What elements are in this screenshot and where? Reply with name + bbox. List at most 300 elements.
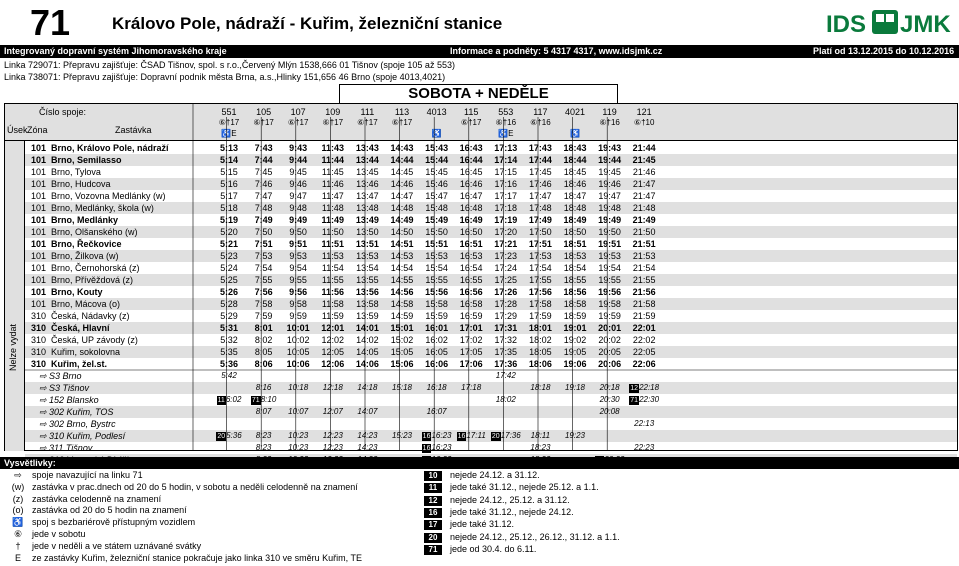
- departure-time: 16:53: [459, 251, 483, 261]
- departure-time: 18:56: [563, 287, 587, 297]
- validity: Platí od 13.12.2015 do 10.12.2016: [813, 46, 955, 56]
- remark-badge: 11: [217, 397, 225, 404]
- carrier-line-2: Linka 738071: Přepravu zajišťuje: Dopravní podnik města Brna, a.s.,Hlinky 151,656 46 Brno (spoje 4013,4021): [4, 72, 446, 82]
- departure-time: 13:47: [356, 191, 379, 201]
- departure-time: 14:59: [390, 311, 414, 321]
- departure-time: 22:02: [632, 335, 656, 345]
- connection-row: [25, 442, 957, 454]
- connection-name: ⇨ 152 Blansko: [39, 395, 99, 405]
- departure-time: 17:20: [494, 227, 518, 237]
- legend-text: jede v neděli a ve státem uznávané svátky: [32, 540, 202, 551]
- departure-time: 19:44: [598, 155, 622, 165]
- departure-time: 19:56: [598, 287, 622, 297]
- departure-time: 15:51: [425, 239, 449, 249]
- carrier-line-1: Linka 729071: Přepravu zajišťuje: ČSAD Tišnov, spol. s r.o.,Červený Mlýn 1538,666 01 Tišnov (spoje 105 až 553): [4, 60, 455, 70]
- trip-code: ⑥†17: [391, 118, 413, 127]
- departure-time: 16:54: [459, 263, 483, 273]
- departure-time: 21:59: [632, 311, 656, 321]
- departure-time: 19:51: [598, 239, 622, 249]
- connection-name: ⇨ S3 Brno: [39, 371, 82, 381]
- connection-time: 19:23: [564, 431, 586, 440]
- departure-time: 15:47: [425, 191, 448, 201]
- departure-time: 18:50: [563, 227, 587, 237]
- zone-value: 310: [31, 359, 47, 369]
- departure-time: 7:58: [254, 299, 273, 309]
- departure-time: 5:26: [219, 287, 238, 297]
- departure-time: 13:46: [356, 179, 379, 189]
- departure-time: 14:44: [390, 155, 414, 165]
- stop-name: Brno, Semilasso: [51, 155, 122, 165]
- departure-time: 14:45: [390, 167, 414, 177]
- connection-time: 1616:23: [422, 431, 452, 440]
- departure-time: 11:58: [321, 299, 344, 309]
- departure-time: 17:59: [529, 311, 552, 321]
- legend-key: ⇨: [14, 470, 22, 480]
- departure-time: 11:50: [321, 227, 344, 237]
- legend-item: [424, 482, 599, 493]
- departure-time: 22:01: [632, 323, 656, 333]
- trip-number: 553: [498, 107, 514, 117]
- departure-time: 5:13: [219, 143, 238, 153]
- departure-time: 11:53: [321, 251, 344, 261]
- departure-time: 18:02: [529, 335, 552, 345]
- legend-remark-code: 71: [424, 545, 442, 555]
- departure-time: 11:49: [321, 215, 345, 225]
- legend-text: ze zastávky Kuřim, železniční stanice pokračuje jako linka 310 ve směru Kuřim, TE: [32, 552, 362, 563]
- departure-time: 12:02: [321, 335, 345, 345]
- departure-time: 11:46: [321, 179, 344, 189]
- stop-row: [25, 310, 957, 322]
- legend-key: ♿: [12, 517, 24, 528]
- departure-time: 17:53: [529, 251, 552, 261]
- connection-row: [25, 430, 957, 442]
- departure-time: 14:54: [390, 263, 414, 273]
- stop-row: [25, 298, 957, 310]
- departure-time: 18:53: [563, 251, 587, 261]
- departure-time: 15:06: [390, 359, 414, 369]
- trip-code: ⑥†17: [253, 118, 274, 127]
- departure-time: 19:59: [598, 311, 621, 321]
- departure-time: 10:05: [286, 347, 310, 357]
- departure-time: 7:53: [254, 251, 273, 261]
- departure-time: 5:20: [220, 227, 238, 237]
- departure-time: 11:55: [321, 275, 344, 285]
- departure-time: 5:36: [219, 359, 238, 369]
- trip-number: 4021: [564, 107, 586, 117]
- departure-time: 11:59: [321, 311, 344, 321]
- departure-time: 11:56: [321, 287, 345, 297]
- connection-name: ⇨ S3 Tišnov: [39, 383, 89, 393]
- departure-time: 17:13: [494, 143, 518, 153]
- departure-time: 14:02: [356, 335, 379, 345]
- departure-time: 19:49: [598, 215, 622, 225]
- remark-badge: 20: [217, 433, 226, 440]
- timetable-header: [5, 104, 957, 141]
- stop-name: Česká, Hlavní: [51, 323, 110, 333]
- zone-value: 101: [31, 227, 47, 237]
- departure-time: 14:49: [390, 215, 414, 225]
- departure-time: 15:50: [425, 227, 448, 237]
- connection-name: ⇨ 302 Kuřim, TOS: [39, 407, 114, 417]
- departure-time: 17:29: [494, 311, 518, 321]
- departure-time: 16:02: [425, 335, 448, 345]
- departure-time: 19:05: [563, 347, 587, 357]
- departure-time: 19:47: [598, 191, 621, 201]
- departure-time: 9:43: [289, 143, 308, 153]
- connection-time: 10:18: [288, 383, 309, 392]
- departure-time: 5:21: [219, 239, 238, 249]
- connection-time: 718:10: [251, 395, 277, 404]
- trip-code: ⑥†16: [530, 118, 551, 127]
- legend-text: jede také 31.12., nejede 25.12. a 1.1.: [450, 482, 599, 493]
- departure-time: 15:59: [425, 311, 448, 321]
- stop-row: [25, 238, 957, 250]
- departure-time: 13:58: [356, 299, 379, 309]
- zone-value: 101: [31, 263, 47, 273]
- connection-time: 14:07: [357, 407, 378, 416]
- departure-time: 5:29: [220, 311, 238, 321]
- departure-time: 5:16: [220, 179, 238, 189]
- departure-time: 17:58: [529, 299, 552, 309]
- departure-time: 9:51: [289, 239, 308, 249]
- zone-value: 101: [31, 203, 47, 213]
- trip-code: ⑥†17: [287, 118, 309, 127]
- departure-time: 19:01: [563, 323, 587, 333]
- departure-time: 15:49: [425, 215, 449, 225]
- departure-time: 17:43: [528, 143, 552, 153]
- stop-row: [25, 142, 957, 154]
- legend-text: jede od 30.4. do 6.11.: [450, 543, 537, 554]
- stop-name: Kuřim, sokolovna: [51, 347, 121, 357]
- departure-time: 9:47: [289, 191, 307, 201]
- departure-time: 7:50: [254, 227, 273, 237]
- departure-time: 9:58: [289, 299, 307, 309]
- departure-time: 17:44: [528, 155, 552, 165]
- legend-text: spoj s bezbariérově přístupným vozidlem: [32, 517, 196, 528]
- connection-row: [25, 370, 957, 382]
- departure-time: 9:45: [289, 167, 307, 177]
- departure-time: 20:02: [598, 335, 621, 345]
- departure-time: 5:18: [220, 203, 238, 213]
- trip-number: 119: [602, 107, 617, 117]
- departure-time: 7:51: [254, 239, 273, 249]
- trip-code: ⑥†10: [633, 118, 655, 127]
- stop-name: Česká, UP závody (z): [51, 335, 138, 345]
- departure-time: 21:49: [632, 215, 656, 225]
- departure-time: 15:53: [425, 251, 448, 261]
- departure-time: 18:01: [528, 323, 552, 333]
- stop-name: Brno, Mácova (o): [51, 299, 121, 309]
- trip-number: 107: [290, 107, 306, 117]
- departure-time: 15:05: [390, 347, 414, 357]
- legend-remark-code: 16: [424, 508, 442, 518]
- departure-time: 16:47: [459, 191, 483, 201]
- departure-time: 15:56: [425, 287, 449, 297]
- zone-value: 101: [31, 191, 47, 201]
- trip-code: ⑥†17: [357, 118, 378, 127]
- connection-time: 12:07: [322, 407, 343, 416]
- departure-time: 17:36: [494, 359, 518, 369]
- departure-time: 18:59: [563, 311, 587, 321]
- departure-time: 9:44: [289, 155, 308, 165]
- departure-time: 19:58: [598, 299, 621, 309]
- connection-time: 16:07: [426, 407, 447, 416]
- connection-time: 20:30: [599, 395, 620, 404]
- trip-code: ⑥†16: [599, 118, 620, 127]
- legend-remark-code: 11: [424, 483, 442, 493]
- departure-time: 16:48: [459, 203, 483, 213]
- departure-time: 19:50: [598, 227, 621, 237]
- legend-text: zastávka celodenně na znamení: [32, 493, 162, 504]
- departure-time: 13:56: [355, 287, 379, 297]
- stop-row: [25, 262, 957, 274]
- departure-time: 17:02: [459, 335, 483, 345]
- trip-code: ⑥†16: [495, 118, 517, 127]
- departure-time: 5:25: [220, 275, 238, 285]
- departure-time: 17:49: [528, 215, 552, 225]
- zone-value: 101: [31, 167, 47, 177]
- connection-time: 5:42: [221, 371, 237, 380]
- departure-time: 9:55: [289, 275, 307, 285]
- legend-text: nejede 24.12. a 31.12.: [450, 470, 540, 480]
- departure-time: 16:49: [459, 215, 483, 225]
- connection-time: 1617:11: [457, 431, 486, 440]
- departure-time: 12:06: [321, 359, 345, 369]
- departure-time: 9:56: [289, 287, 308, 297]
- legend-key: (z): [12, 493, 24, 504]
- zone-value: 101: [31, 287, 47, 297]
- zone-value: 310: [31, 347, 47, 357]
- departure-time: 21:45: [632, 155, 656, 165]
- departure-time: 17:35: [494, 347, 518, 357]
- legend-item: [424, 544, 536, 555]
- stop-name: Brno, Olšanského (w): [51, 227, 138, 237]
- remark-badge: 16: [457, 433, 466, 440]
- departure-time: 16:58: [459, 299, 483, 309]
- departure-time: 11:45: [321, 167, 344, 177]
- zone-label: Zóna: [27, 125, 48, 135]
- ids-jmk-logo: [826, 6, 951, 40]
- departure-time: 22:05: [632, 347, 656, 357]
- trip-code: ⑥†17: [218, 118, 240, 127]
- departure-time: 19:43: [598, 143, 622, 153]
- connection-time: 17:18: [461, 383, 482, 392]
- departure-time: 9:48: [289, 203, 307, 213]
- departure-time: 15:55: [425, 275, 448, 285]
- zone-value: 101: [31, 215, 47, 225]
- connection-time: 8:16: [255, 383, 272, 392]
- connection-time: 20:18: [599, 383, 620, 392]
- connection-time: 116:02: [217, 395, 242, 404]
- departure-time: 7:48: [254, 203, 273, 213]
- zone-value: 101: [31, 155, 47, 165]
- stop-row: [25, 166, 957, 178]
- legend-key: ⑥: [13, 529, 23, 539]
- connection-time: 17:42: [495, 371, 516, 380]
- departure-time: 8:01: [254, 323, 273, 333]
- departure-time: 7:56: [254, 287, 273, 297]
- zone-value: 310: [31, 311, 47, 321]
- departure-time: 18:58: [563, 299, 587, 309]
- legend-text: zastávka v prac.dnech od 20 do 5 hodin, v sobotu a neděli celodenně na znamení: [32, 481, 358, 492]
- logo-text-left: IDS: [826, 11, 867, 38]
- connection-name: ⇨ 311 Tišnov: [39, 443, 93, 453]
- zone-value: 101: [31, 251, 47, 261]
- conn-number-label: Číslo spoje:: [39, 107, 87, 117]
- departure-time: 7:55: [254, 275, 273, 285]
- departure-time: 5:31: [219, 323, 238, 333]
- departure-time: 17:15: [494, 167, 518, 177]
- departure-time: 22:06: [632, 359, 656, 369]
- legend-remark-code: 10: [424, 471, 442, 481]
- stop-name: Brno, Žilkova (w): [51, 251, 119, 261]
- zone-value: 101: [31, 179, 47, 189]
- departure-time: 16:59: [459, 311, 483, 321]
- stop-row: [25, 178, 957, 190]
- departure-time: 21:54: [632, 263, 656, 273]
- departure-time: 10:06: [286, 359, 310, 369]
- departure-time: 14:56: [390, 287, 414, 297]
- departure-time: 19:46: [598, 179, 621, 189]
- connection-time: 14:23: [357, 431, 378, 440]
- stop-name: Česká, Nádavky (z): [51, 311, 130, 321]
- departure-time: 21:58: [632, 299, 656, 309]
- stop-row: [25, 226, 957, 238]
- stop-name: Brno, Královo Pole, nádraží: [51, 143, 169, 153]
- departure-time: 16:50: [459, 227, 483, 237]
- connection-time: 8:07: [255, 407, 272, 416]
- departure-time: 16:43: [459, 143, 483, 153]
- departure-time: 11:51: [321, 239, 345, 249]
- connection-time: 22:13: [634, 419, 655, 428]
- departure-time: 5:14: [219, 155, 238, 165]
- info-bar: [0, 45, 959, 58]
- connection-row: [25, 394, 957, 406]
- departure-time: 16:51: [459, 239, 483, 249]
- connection-time: 2017:36: [491, 431, 521, 440]
- departure-time: 17:54: [529, 263, 552, 273]
- connection-time: 8:23: [255, 443, 272, 452]
- departure-time: 13:59: [356, 311, 379, 321]
- departure-time: 5:15: [220, 167, 238, 177]
- connection-time: 14:18: [357, 383, 378, 392]
- departure-time: 21:46: [632, 167, 656, 177]
- stop-label: Zastávka: [115, 125, 152, 135]
- zone-value: 101: [31, 143, 47, 153]
- departure-time: 15:54: [425, 263, 448, 273]
- departure-time: 13:43: [355, 143, 379, 153]
- departure-time: 9:59: [289, 311, 307, 321]
- departure-time: 14:43: [390, 143, 414, 153]
- stop-row: [25, 334, 957, 346]
- legend-text: nejede 24.12., 25.12., 26.12., 31.12. a 1.1.: [450, 531, 620, 542]
- departure-time: 19:55: [598, 275, 621, 285]
- timetable: [4, 103, 958, 451]
- departure-time: 21:44: [632, 143, 656, 153]
- departure-time: 18:55: [563, 275, 587, 285]
- stop-name: Brno, Tylova: [51, 167, 101, 177]
- departure-time: 9:46: [289, 179, 307, 189]
- departure-time: 14:06: [355, 359, 379, 369]
- departure-time: 21:47: [632, 191, 656, 201]
- day-type-heading: SOBOTA + NEDĚLE: [339, 84, 618, 103]
- remark-badge: 12: [630, 385, 639, 392]
- legend-key: (w): [11, 481, 25, 492]
- connection-row: [25, 406, 957, 418]
- departure-time: 7:46: [254, 179, 273, 189]
- departure-time: 15:48: [425, 203, 448, 213]
- departure-time: 19:06: [563, 359, 587, 369]
- departure-time: 7:45: [254, 167, 273, 177]
- departure-time: 14:55: [390, 275, 414, 285]
- departure-time: 19:48: [598, 203, 621, 213]
- trip-number: 105: [256, 107, 272, 117]
- departure-time: 21:47: [632, 179, 656, 189]
- departure-time: 5:17: [220, 191, 238, 201]
- departure-time: 10:01: [286, 323, 310, 333]
- departure-time: 19:54: [598, 263, 621, 273]
- connection-time: 18:18: [530, 383, 551, 392]
- departure-time: 9:54: [289, 263, 307, 273]
- trip-number: 551: [221, 107, 237, 117]
- departure-time: 8:05: [254, 347, 273, 357]
- legend-text: jede v sobotu: [32, 529, 86, 539]
- departure-time: 11:44: [321, 155, 345, 165]
- legend-remark-code: 20: [424, 533, 442, 543]
- departure-time: 15:43: [425, 143, 449, 153]
- legend-text: jede také 31.12., nejede 24.12.: [450, 506, 574, 517]
- connection-time: 16:18: [426, 383, 447, 392]
- departure-time: 13:50: [356, 227, 379, 237]
- stop-name: Kuřim, žel.st.: [51, 359, 108, 369]
- connection-time: 205:36: [217, 431, 242, 440]
- departure-time: 18:45: [563, 167, 587, 177]
- departure-time: 17:23: [494, 251, 518, 261]
- departure-time: 12:01: [321, 323, 345, 333]
- departure-time: 14:47: [390, 191, 414, 201]
- departure-time: 18:48: [563, 203, 587, 213]
- trip-number: 121: [636, 107, 652, 117]
- departure-time: 7:43: [254, 143, 273, 153]
- stop-name: Brno, Černohorská (z): [51, 263, 140, 273]
- stop-row: [25, 346, 957, 358]
- remark-badge: 16: [422, 445, 431, 452]
- departure-time: 19:45: [598, 167, 621, 177]
- connection-row: [25, 418, 957, 430]
- departure-time: 9:53: [289, 251, 307, 261]
- departure-time: 9:50: [289, 227, 307, 237]
- connection-time: 20:08: [599, 407, 620, 416]
- remark-badge: 71: [251, 397, 260, 404]
- departure-time: 17:56: [528, 287, 552, 297]
- departure-time: 11:47: [321, 191, 344, 201]
- departure-time: 20:06: [598, 359, 622, 369]
- departure-time: 20:05: [598, 347, 621, 357]
- departure-time: 19:53: [598, 251, 621, 261]
- departure-time: 21:51: [632, 239, 656, 249]
- connection-time: 14:23: [357, 443, 378, 452]
- departure-time: 17:31: [494, 323, 518, 333]
- departure-time: 17:55: [529, 275, 552, 285]
- stop-name: Brno, Přívěz̆dová (z): [51, 275, 134, 285]
- departure-time: 18:47: [563, 191, 587, 201]
- stop-name: Brno, Medlánky: [51, 215, 119, 225]
- departure-time: 18:54: [563, 263, 587, 273]
- stop-name: Brno, Medlánky, škola (w): [51, 203, 154, 213]
- departure-time: 5:32: [220, 335, 238, 345]
- departure-time: 13:51: [355, 239, 379, 249]
- departure-time: 18:46: [563, 179, 587, 189]
